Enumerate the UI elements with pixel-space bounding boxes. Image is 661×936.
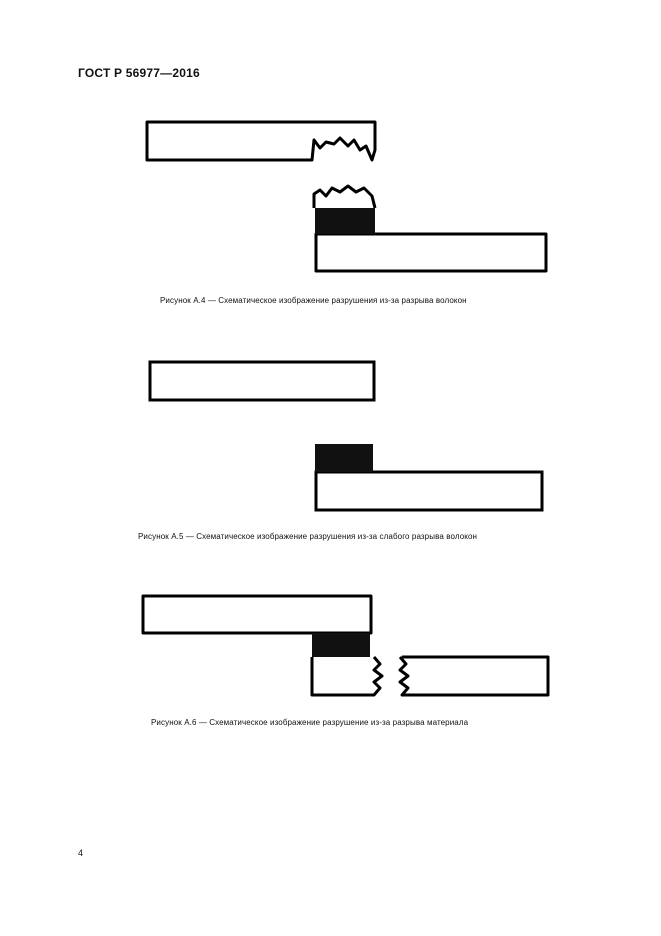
a6-lower-right-part bbox=[400, 657, 548, 695]
figure-a5-caption: Рисунок А.5 — Схематическое изображение разрушения из-за слабого разрыва волокон bbox=[138, 532, 478, 541]
a6-lower-left-part bbox=[312, 657, 382, 695]
a6-upper-specimen bbox=[143, 596, 371, 633]
page-number: 4 bbox=[78, 848, 84, 858]
figure-a4-caption: Рисунок А.4 — Схематическое изображение разрушения из-за разрыва волокон bbox=[160, 296, 467, 305]
figure-a6-caption: Рисунок А.6 — Схематическое изображение разрушение из-за разрыва материала bbox=[151, 718, 469, 727]
document-header: ГОСТ Р 56977—2016 bbox=[78, 66, 200, 80]
a6-bonded-tab bbox=[312, 633, 370, 657]
